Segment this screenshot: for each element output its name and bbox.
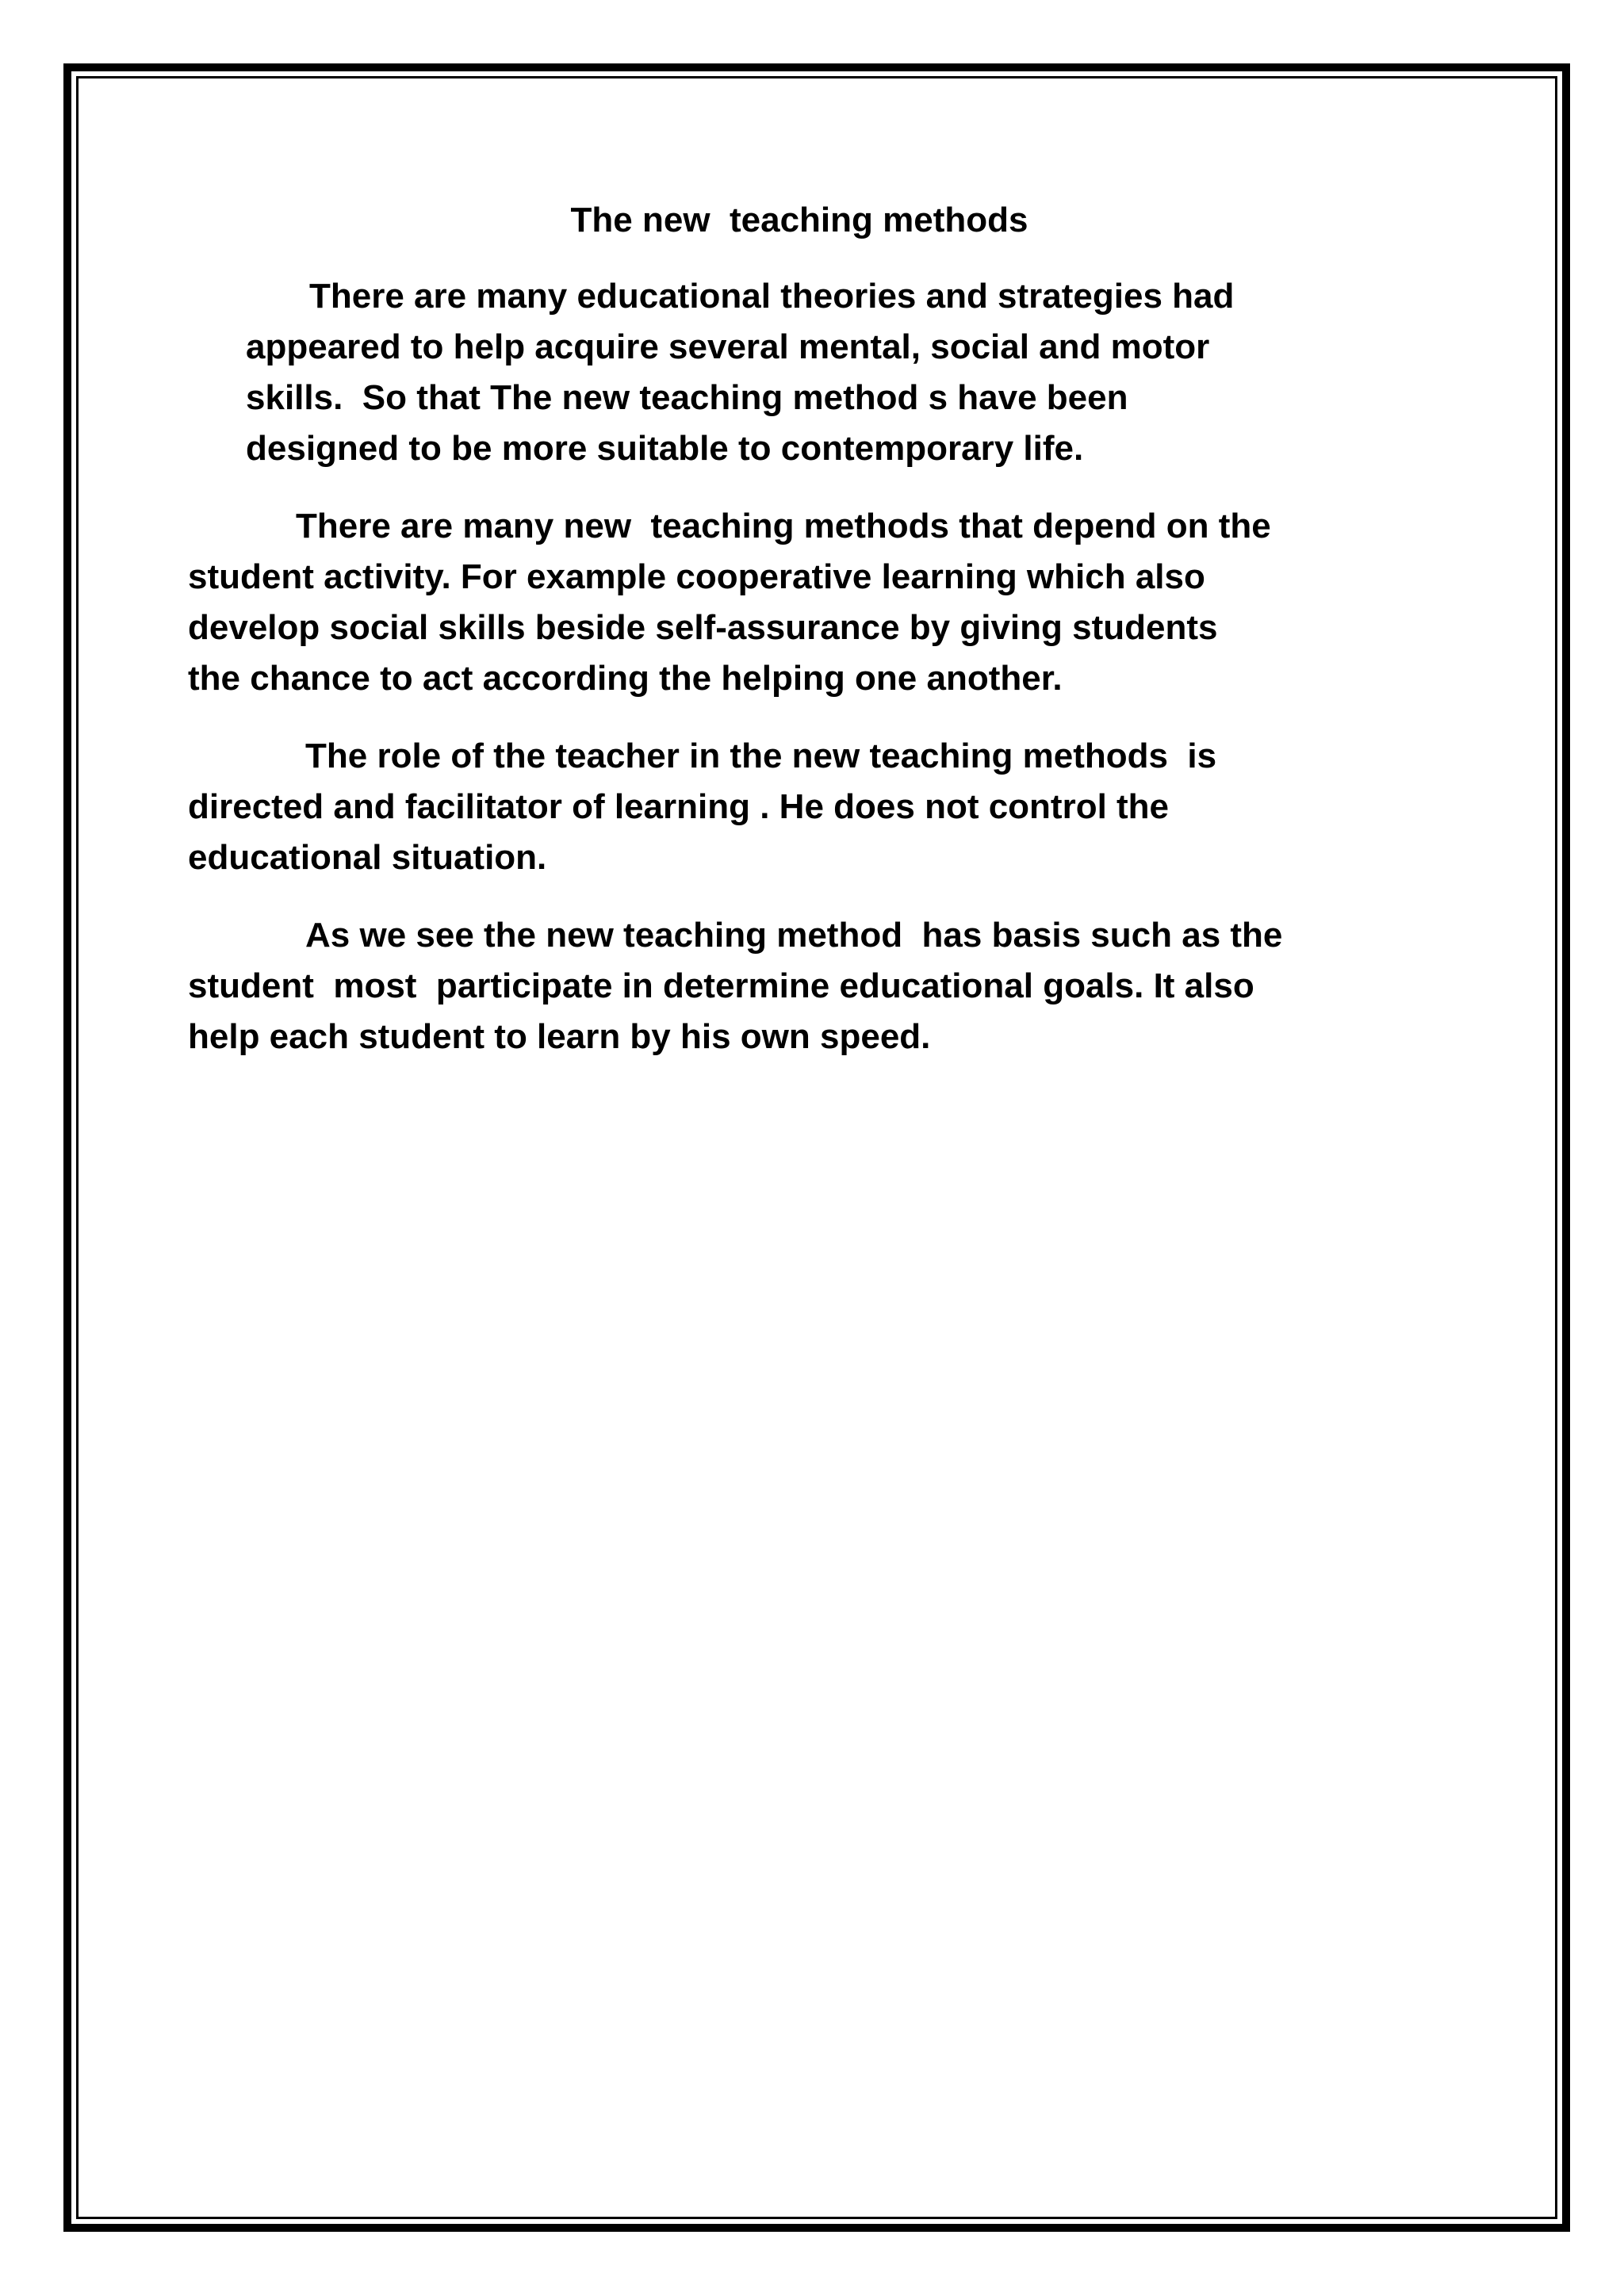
paragraph-line: develop social skills beside self-assurance by giving students xyxy=(188,608,1218,647)
paragraph-line: directed and facilitator of learning . He does not control the xyxy=(188,787,1170,826)
paragraph-line: There are many educational theories and strategies had xyxy=(309,277,1235,316)
paragraph-3 xyxy=(188,731,1216,883)
paragraph-line: As we see the new teaching method has basis such as the xyxy=(305,916,1283,955)
paragraph-line: educational situation. xyxy=(188,838,547,877)
document-title xyxy=(0,195,1624,246)
paragraph-line: student most participate in determine educational goals. It also xyxy=(188,966,1254,1005)
paragraph-line: the chance to act according the helping one another. xyxy=(188,659,1063,698)
paragraph-line: skills. So that The new teaching method s have been xyxy=(246,378,1128,417)
document-title-text: The new teaching methods xyxy=(570,201,1028,239)
paragraph-1 xyxy=(246,271,1234,474)
paragraph-2 xyxy=(188,501,1271,704)
paragraph-line: appeared to help acquire several mental, social and motor xyxy=(246,327,1210,366)
paragraph-4 xyxy=(188,910,1282,1062)
paragraph-line: The role of the teacher in the new teaching methods is xyxy=(305,737,1217,775)
paragraph-line: There are many new teaching methods that depend on the xyxy=(296,507,1271,545)
paragraph-line: help each student to learn by his own speed. xyxy=(188,1017,931,1056)
paragraph-line: designed to be more suitable to contemporary life. xyxy=(246,429,1084,468)
paragraph-line: student activity. For example cooperative learning which also xyxy=(188,557,1205,596)
